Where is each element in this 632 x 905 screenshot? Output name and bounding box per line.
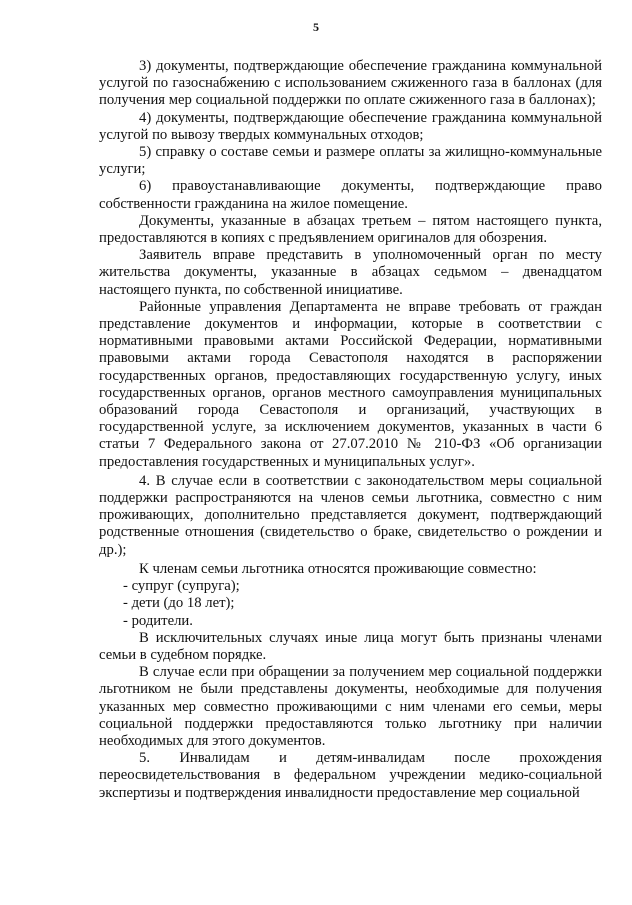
paragraph-family-members-intro: К членам семьи льготника относятся проживающие совместно: [139,560,537,577]
paragraph-item-3: 3) документы, подтверждающие обеспечение гражданина коммунальной услугой по газоснабжению с использованием сжиженного газа в баллонах (для получения мер социальной поддержки по оплате сжиженного газа в баллонах); [99,58,602,109]
paragraph-copies-note: Документы, указанные в абзацах третьем – пятом настоящего пункта, предоставляются в копиях с предъявлением оригиналов для обозрения. [99,212,602,247]
page-number: 5 [313,20,319,34]
paragraph-exceptional-cases: В исключительных случаях иные лица могут быть признаны членами семьи в судебном порядке. [99,629,602,663]
paragraph-item-5: 5) справку о составе семьи и размере оплаты за жилищно-коммунальные услуги; [99,144,602,178]
list-item-parents: - родители. [123,612,193,629]
paragraph-district-departments: Районные управления Департамента не вправе требовать от граждан представление документов и информации, которые в соответствии с нормативными правовыми актами Российской Федерации, нормативными правовыми актами города Севастополя находятся в распоряжении государственных органов, предоставляющих государственную услугу, иных государственных органов, органов местного самоуправления муниципальных образований города Севастополя и организаций, участвующих в государственной услуге, за исключением документов, указанных в части 6 статьи 7 Федерального закона от 27.07.2010 № 210-ФЗ «Об организации предоставления государственных и муниципальных услуг». [99,298,602,470]
paragraph-applicant-right: Заявитель вправе представить в уполномоченный орган по месту жительства документы, указанные в абзацах седьмом – двенадцатом настоящего пункта, по собственной инициативе. [99,247,602,298]
paragraph-item-4: 4) документы, подтверждающие обеспечение гражданина коммунальной услугой по вывозу твердых коммунальных отходов; [99,109,602,143]
paragraph-item-6: 6) правоустанавливающие документы, подтверждающие право собственности гражданина на жилое помещение. [99,178,602,212]
list-item-children: - дети (до 18 лет); [123,595,235,612]
list-item-spouse: - супруг (супруга); [123,578,240,595]
paragraph-point-5: 5. Инвалидам и детям-инвалидам после прохождения переосвидетельствования в федеральном учреждении медико-социальной экспертизы и подтверждения инвалидности предоставление мер социальной [99,750,602,801]
paragraph-documents-not-provided: В случае если при обращении за получением мер социальной поддержки льготником не были представлены документы, необходимые для получения указанных мер совместно проживающими с ним членами его семьи, меры социальной поддержки предоставляются только льготнику при наличии необходимых для этого документов. [99,664,602,749]
document-body [99,58,602,802]
paragraph-point-4: 4. В случае если в соответствии с законодательством меры социальной поддержки распространяются на членов семьи льготника, совместно с ним проживающих, дополнительно представляется документ, подтверждающий родственные отношения (свидетельство о браке, свидетельство о рождении и др.); [99,472,602,558]
